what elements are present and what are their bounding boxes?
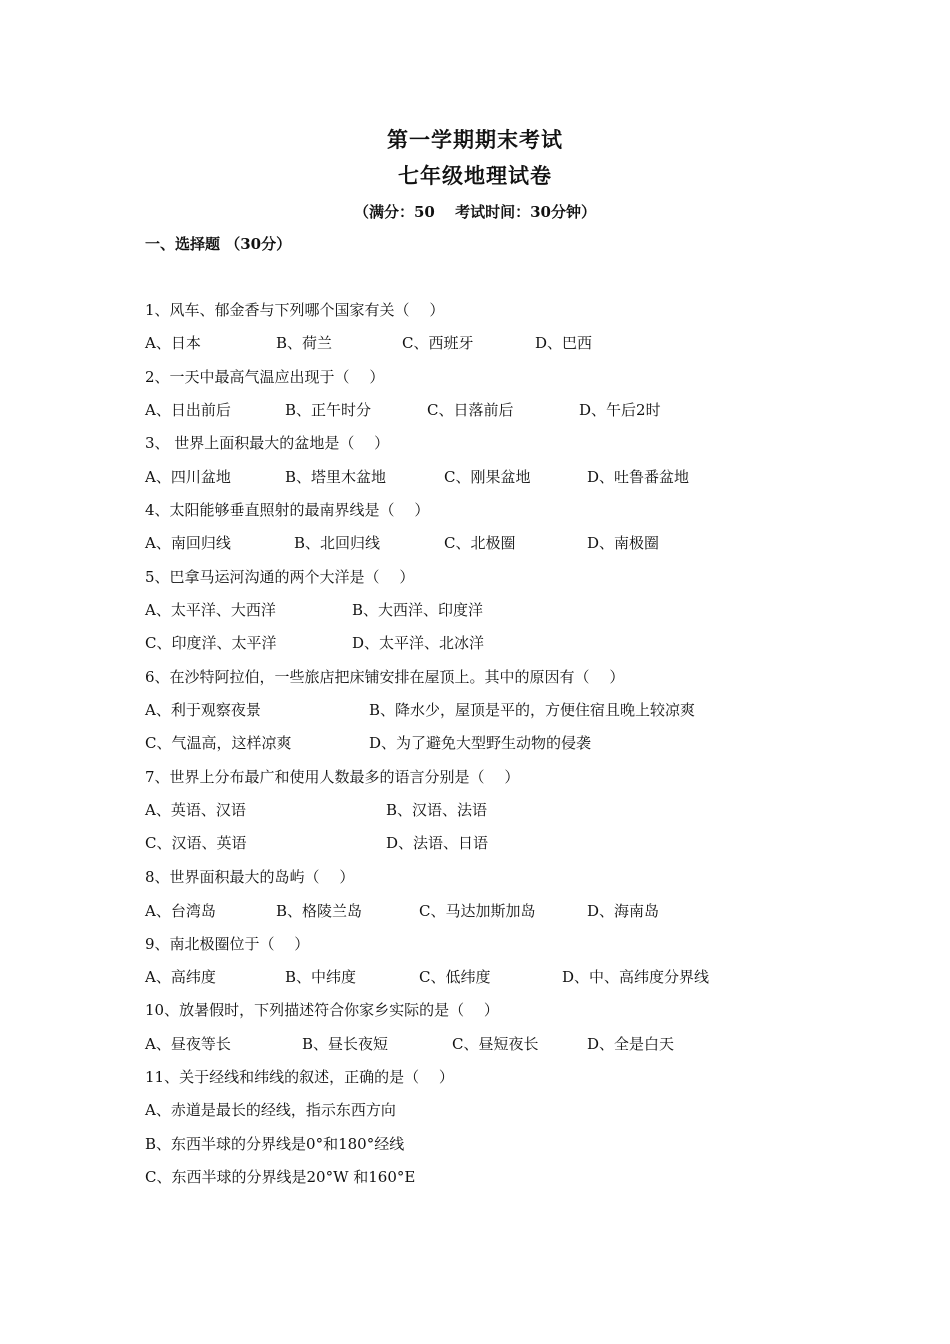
exam-title: 第一学期期末考试	[387, 127, 563, 152]
option: A、南回归线	[145, 534, 231, 552]
option: A、昼夜等长	[145, 1035, 231, 1053]
option: C、刚果盆地	[444, 468, 531, 486]
option: B、塔里木盆地	[285, 468, 387, 486]
option: A、英语、汉语	[145, 801, 246, 819]
question-stem: 8、世界面积最大的岛屿（ ）	[145, 868, 355, 886]
option: C、西班牙	[402, 334, 474, 352]
option: D、太平洋、北冰洋	[352, 634, 485, 652]
option: C、马达加斯加岛	[419, 902, 536, 920]
option: A、高纬度	[145, 968, 216, 986]
option: A、台湾岛	[145, 902, 216, 920]
option-row	[145, 532, 845, 554]
question-stem: 10、放暑假时，下列描述符合你家乡实际的是（ ）	[145, 1001, 499, 1019]
option-row	[145, 799, 845, 821]
question-stem: 2、一天中最高气温应出现于（ ）	[145, 368, 385, 386]
option: D、全是白天	[587, 1035, 675, 1053]
option: D、巴西	[535, 334, 593, 352]
option: C、印度洋、太平洋	[145, 634, 277, 652]
option: B、大西洋、印度洋	[352, 601, 484, 619]
option: A、利于观察夜景	[145, 701, 261, 719]
question-stem: 11、关于经线和纬线的叙述，正确的是（ ）	[145, 1068, 454, 1086]
option-row	[145, 399, 845, 421]
option: D、南极圈	[587, 534, 660, 552]
option: B、汉语、法语	[386, 801, 488, 819]
option-row	[145, 832, 845, 854]
question-stem: 1、风车、郁金香与下列哪个国家有关（ ）	[145, 301, 445, 319]
option: B、北回归线	[294, 534, 381, 552]
option: B、东西半球的分界线是0°和180°经线	[145, 1135, 405, 1153]
option-row	[145, 732, 845, 754]
option: C、气温高，这样凉爽	[145, 734, 292, 752]
option: B、中纬度	[285, 968, 357, 986]
option: B、降水少，屋顶是平的，方便住宿且晚上较凉爽	[369, 701, 696, 719]
option: C、低纬度	[419, 968, 491, 986]
option: A、四川盆地	[145, 468, 231, 486]
question-stem: 3、 世界上面积最大的盆地是（ ）	[145, 434, 390, 452]
option: D、海南岛	[587, 902, 660, 920]
option-row	[145, 1033, 845, 1055]
option: D、法语、日语	[386, 834, 489, 852]
exam-subject-title: 七年级地理试卷	[398, 163, 552, 188]
question-stem: 6、在沙特阿拉伯，一些旅店把床铺安排在屋顶上。其中的原因有（ ）	[145, 668, 625, 686]
option-row	[145, 900, 845, 922]
section-heading: 一、选择题 （30分）	[145, 235, 292, 253]
option: A、赤道是最长的经线，指示东西方向	[145, 1101, 396, 1119]
option-row	[145, 332, 845, 354]
question-stem: 7、世界上分布最广和使用人数最多的语言分别是（ ）	[145, 768, 520, 786]
option: A、日本	[145, 334, 201, 352]
option-row	[145, 632, 845, 654]
question-stem: 9、南北极圈位于（ ）	[145, 935, 310, 953]
option: C、日落前后	[427, 401, 514, 419]
option: A、太平洋、大西洋	[145, 601, 276, 619]
question-stem: 4、太阳能够垂直照射的最南界线是（ ）	[145, 501, 430, 519]
exam-info: （满分：50 考试时间：30分钟）	[354, 203, 596, 221]
option: C、汉语、英语	[145, 834, 247, 852]
option-row	[145, 466, 845, 488]
option: D、中、高纬度分界线	[562, 968, 710, 986]
option: D、吐鲁番盆地	[587, 468, 690, 486]
option: B、昼长夜短	[302, 1035, 389, 1053]
option: D、为了避免大型野生动物的侵袭	[369, 734, 592, 752]
option: D、午后2时	[579, 401, 661, 419]
option-row	[145, 599, 845, 621]
option: C、昼短夜长	[452, 1035, 539, 1053]
option-row	[145, 699, 845, 721]
option: A、日出前后	[145, 401, 231, 419]
option: B、格陵兰岛	[276, 902, 363, 920]
option: B、荷兰	[276, 334, 333, 352]
option: C、东西半球的分界线是20°W 和160°E	[145, 1168, 416, 1186]
option: C、北极圈	[444, 534, 516, 552]
option: B、正午时分	[285, 401, 372, 419]
option-row	[145, 966, 845, 988]
question-stem: 5、巴拿马运河沟通的两个大洋是（ ）	[145, 568, 415, 586]
